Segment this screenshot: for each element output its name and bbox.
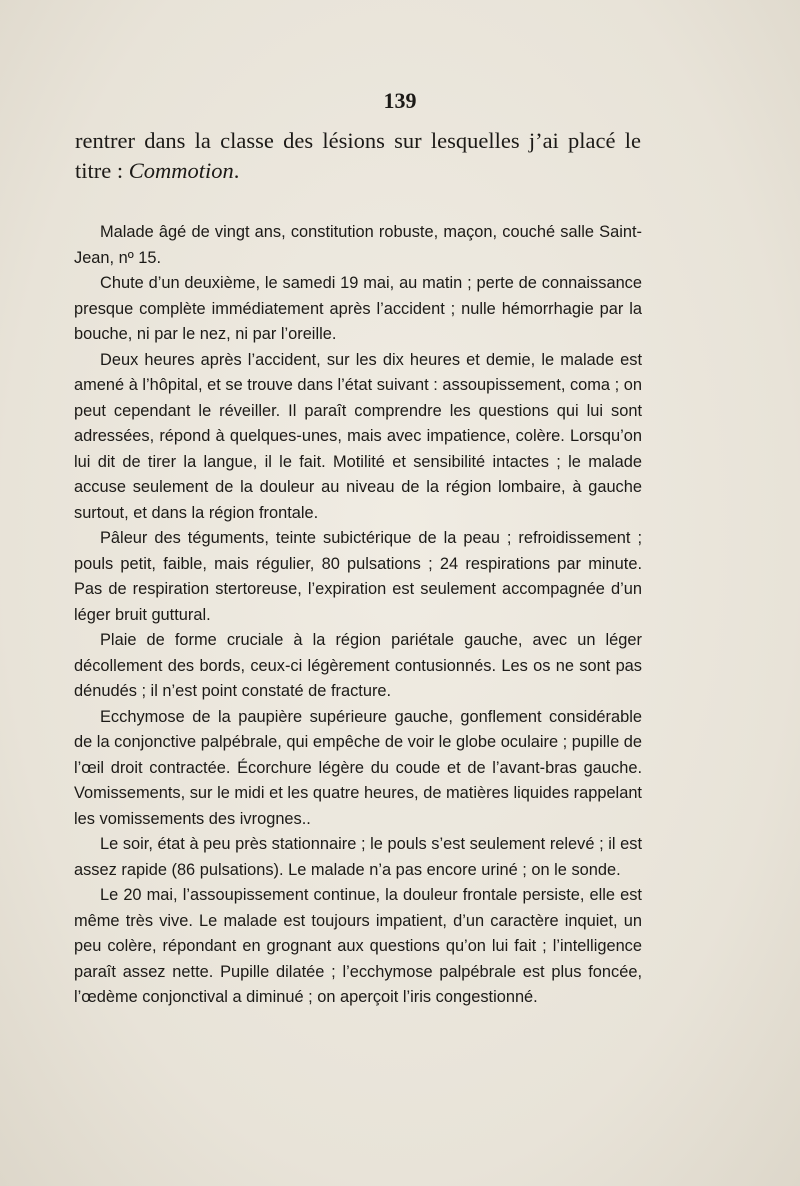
paragraph: Le soir, état à peu près stationnaire ; le pouls s’est seulement relevé ; il est assez rapide (86 pulsations). Le malade n’a pas encore uriné ; on le sonde. bbox=[74, 835, 642, 879]
paragraph: Chute d’un deuxième, le samedi 19 mai, au matin ; perte de connaissance presque complète immédiatement après l’accident ; nulle hémorrhagie par la bouche, ni par le nez, ni par l’oreille. bbox=[74, 274, 642, 343]
paragraph: Deux heures après l’accident, sur les dix heures et demie, le malade est amené à l’hôpital, et se trouve dans l’état suivant : assoupissement, coma ; on peut cependant le réveiller. Il paraît comprendre les questions qui lui sont adressées, répond à quelques-unes, mais avec impatience, colère. Lorsqu’on lui dit de tirer la langue, il le fait. Motilité et sensibilité intactes ; le malade accuse seulement de la douleur au niveau de la région lombaire, à gauche surtout, et dans la région frontale. bbox=[74, 350, 642, 522]
page-number: 139 bbox=[383, 88, 417, 113]
section-title: Commotion bbox=[128, 158, 234, 183]
paragraph: Le 20 mai, l’assoupissement continue, la douleur frontale persiste, elle est même très vive. Le malade est toujours impatient, d’un caractère inquiet, un peu colère, répondant en grognant aux questions qu’on lui fait ; l’intelligence paraît assez nette. Pupille dilatée ; l’ecchymose palpébrale est plus foncée, l’œdème conjonctival a diminué ; on aperçoit l’iris congestionné. bbox=[74, 886, 642, 1006]
paragraph: Malade âgé de vingt ans, constitution robuste, maçon, couché salle Saint-Jean, nº 15. bbox=[74, 223, 642, 267]
intro-paragraph bbox=[75, 126, 641, 186]
case-report bbox=[74, 220, 642, 1011]
intro-end: . bbox=[233, 158, 240, 183]
paragraph: Ecchymose de la paupière supérieure gauche, gonflement considérable de la conjonctive palpébrale, qui empêche de voir le globe oculaire ; pupille de l’œil droit contractée. Écorchure légère du coude et de l’avant-bras gauche. Vomissements, sur le midi et les quatre heures, de matières liquides rappelant les vomissements des ivrognes.. bbox=[74, 707, 642, 828]
paragraph: Plaie de forme cruciale à la région pariétale gauche, avec un léger décollement des bords, ceux-ci légèrement contusionnés. Les os ne sont pas dénudés ; il n’est point constaté de fracture. bbox=[74, 631, 642, 700]
paragraph: Pâleur des téguments, teinte subictérique de la peau ; refroidissement ; pouls petit, faible, mais régulier, 80 pulsations ; 24 respirations par minute. Pas de respiration stertoreuse, l’expiration est seulement accompagnée d’un léger bruit guttural. bbox=[74, 529, 642, 624]
intro-text: rentrer dans la classe des lésions sur lesquelles j’ai placé le titre : bbox=[75, 128, 641, 183]
